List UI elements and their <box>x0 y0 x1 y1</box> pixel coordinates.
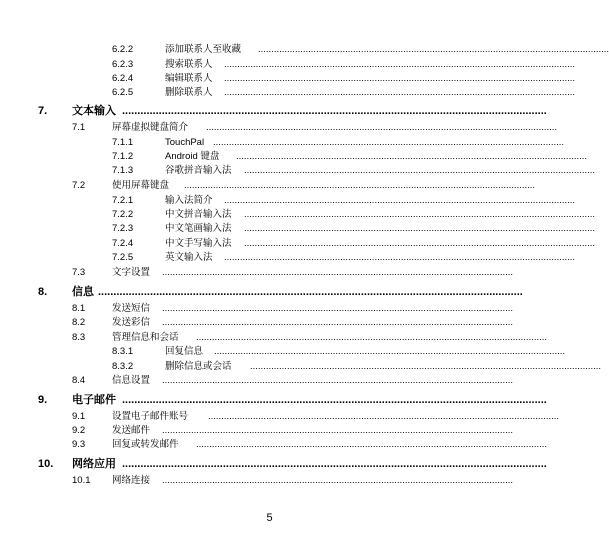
toc-chapter-number: 7. <box>38 105 48 117</box>
toc-chapter-title: 电子邮件 <box>72 394 116 406</box>
dot-leader: ..................................................................................................................................... <box>244 223 596 234</box>
dot-leader: ..................................................................................................................................... <box>250 361 602 372</box>
toc-entry-number: 7.2.2 <box>112 209 134 220</box>
toc-entry-number: 6.2.4 <box>112 73 134 84</box>
toc-entry-title: 发送短信 <box>112 303 151 314</box>
dot-leader: ..................................................................................................................................... <box>162 475 514 486</box>
dot-leader: ........................................................................................................................................... <box>98 286 523 298</box>
toc-entry-title: 管理信息和会话 <box>112 332 179 343</box>
dot-leader: ..................................................................................................................................... <box>208 411 560 422</box>
toc-entry-number: 7.2 <box>72 180 86 191</box>
toc-chapter-title: 信息 <box>72 286 94 298</box>
toc-entry-title: TouchPal <box>165 137 205 148</box>
dot-leader: ..................................................................................................................................... <box>224 59 576 70</box>
dot-leader: ..................................................................................................................................... <box>244 209 596 220</box>
dot-leader: ........................................................................................................................................... <box>122 458 547 470</box>
toc-entry-title: 网络连接 <box>112 475 151 486</box>
dot-leader: ..................................................................................................................................... <box>214 346 566 357</box>
toc-entry-title: 输入法简介 <box>165 195 213 206</box>
toc-entry-title: 中文手写输入法 <box>165 238 232 249</box>
dot-leader: ..................................................................................................................................... <box>224 252 576 263</box>
toc-entry-title: 添加联系人至收藏 <box>165 44 242 55</box>
dot-leader: ........................................................................................................................................... <box>122 105 547 117</box>
toc-entry-number: 7.2.5 <box>112 252 134 263</box>
toc-entry-title: 谷歌拼音输入法 <box>165 165 232 176</box>
dot-leader: ..................................................................................................................................... <box>224 195 576 206</box>
toc-entry-title: 回复信息 <box>165 346 204 357</box>
toc-chapter-title: 网络应用 <box>72 458 116 470</box>
toc-entry-number: 7.2.1 <box>112 195 134 206</box>
toc-entry-title: 使用屏幕键盘 <box>112 180 170 191</box>
toc-entry-title: 发送邮件 <box>112 425 151 436</box>
toc-entry-number: 10.1 <box>72 475 91 486</box>
page-number: 5 <box>266 512 273 524</box>
dot-leader: ..................................................................................................................................... <box>224 87 576 98</box>
toc-entry-title: 回复或转发邮件 <box>112 439 179 450</box>
toc-entry-number: 9.2 <box>72 425 86 436</box>
toc-entry-title: 搜索联系人 <box>165 59 213 70</box>
toc-entry-number: 8.3 <box>72 332 86 343</box>
toc-chapter-number: 9. <box>38 394 48 406</box>
dot-leader: ..................................................................................................................................... <box>162 303 514 314</box>
dot-leader: ........................................................................................................................................... <box>122 394 547 406</box>
toc-entry-title: 设置电子邮件账号 <box>112 411 189 422</box>
toc-entry-number: 7.1.1 <box>112 137 134 148</box>
toc-entry-number: 8.4 <box>72 375 86 386</box>
toc-entry-title: 中文拼音输入法 <box>165 209 232 220</box>
toc-entry-number: 7.1.3 <box>112 165 134 176</box>
dot-leader: ..................................................................................................................................... <box>244 238 596 249</box>
toc-entry-number: 7.2.4 <box>112 238 134 249</box>
toc-entry-title: 删除信息或会话 <box>165 361 232 372</box>
toc-entry-number: 6.2.2 <box>112 44 134 55</box>
toc-entry-title: Android 键盘 <box>165 151 220 162</box>
toc-entry-number: 6.2.5 <box>112 87 134 98</box>
dot-leader: ..................................................................................................................................... <box>236 151 588 162</box>
toc-entry-number: 8.3.2 <box>112 361 134 372</box>
dot-leader: ..................................................................................................................................... <box>206 122 558 133</box>
dot-leader: ..................................................................................................................................... <box>213 137 565 148</box>
toc-entry-title: 编辑联系人 <box>165 73 213 84</box>
toc-entry-title: 删除联系人 <box>165 87 213 98</box>
toc-entry-number: 6.2.3 <box>112 59 134 70</box>
dot-leader: ..................................................................................................................................... <box>184 180 536 191</box>
dot-leader: ..................................................................................................................................... <box>196 439 548 450</box>
toc-entry-number: 7.1 <box>72 122 86 133</box>
dot-leader: ..................................................................................................................................... <box>244 165 596 176</box>
toc-entry-number: 7.2.3 <box>112 223 134 234</box>
toc-entry-number: 7.3 <box>72 267 86 278</box>
dot-leader: ..................................................................................................................................... <box>162 317 514 328</box>
toc-entry-title: 发送彩信 <box>112 317 151 328</box>
dot-leader: ..................................................................................................................................... <box>162 425 514 436</box>
toc-entry-number: 9.3 <box>72 439 86 450</box>
toc-entry-number: 9.1 <box>72 411 86 422</box>
toc-entry-title: 中文笔画输入法 <box>165 223 232 234</box>
dot-leader: ..................................................................................................................................... <box>258 44 609 55</box>
dot-leader: ..................................................................................................................................... <box>196 332 548 343</box>
toc-entry-number: 8.3.1 <box>112 346 134 357</box>
dot-leader: ..................................................................................................................................... <box>162 267 514 278</box>
dot-leader: ..................................................................................................................................... <box>224 73 576 84</box>
toc-entry-number: 8.2 <box>72 317 86 328</box>
toc-entry-title: 信息设置 <box>112 375 151 386</box>
toc-entry-title: 英文输入法 <box>165 252 213 263</box>
toc-entry-number: 8.1 <box>72 303 86 314</box>
toc-entry-title: 文字设置 <box>112 267 151 278</box>
toc-chapter-title: 文本输入 <box>72 105 116 117</box>
toc-chapter-number: 8. <box>38 286 48 298</box>
toc-entry-title: 屏幕虚拟键盘简介 <box>112 122 189 133</box>
dot-leader: ..................................................................................................................................... <box>162 375 514 386</box>
toc-entry-number: 7.1.2 <box>112 151 134 162</box>
toc-chapter-number: 10. <box>38 458 54 470</box>
